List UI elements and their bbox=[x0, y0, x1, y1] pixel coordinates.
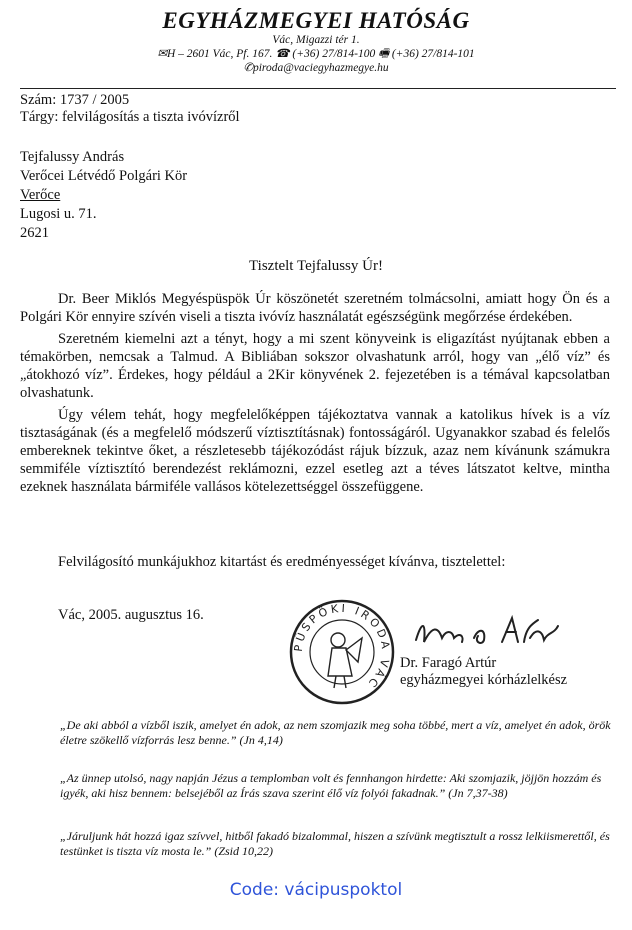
letterhead-address: Vác, Migazzi tér 1. bbox=[272, 34, 360, 46]
recipient-name: Tejfalussy András bbox=[20, 149, 125, 165]
reference-number: Szám: 1737 / 2005 bbox=[20, 92, 130, 108]
bible-quote: „De aki abból a vízből iszik, amelyet én adok, az nem szomjazik meg soha többé, mert a víz, amelyet én adok, örök életre szökellő vízforrás lesz benne.” (Jn 4,14) bbox=[60, 718, 611, 747]
letter-body bbox=[20, 290, 610, 500]
signer-name: Dr. Faragó Artúr bbox=[400, 655, 497, 671]
bible-quote: „Az ünnep utolsó, nagy napján Jézus a templomban volt és fennhangon hirdette: Aki szomjazik, jöjjön hozzám és igyék, aki hisz bennem: belsejéből az Írás szava szerint élő víz folyói fakadnak.” (Jn 7,37-38) bbox=[60, 771, 602, 800]
recipient-zip: 2621 bbox=[20, 225, 49, 241]
subject-line: Tárgy: felvilágosítás a tiszta ivóvízről bbox=[20, 109, 240, 125]
recipient-city: Verőce bbox=[20, 187, 61, 203]
recipient-address bbox=[20, 148, 187, 243]
body-paragraph: Dr. Beer Miklós Megyéspüspök Úr köszönetét szeretném tolmácsolni, amiatt hogy Ön és a Polgári Kör ennyire szívén viseli a tiszta ivóvíz használatát egészségünk megőrzése érdekében. bbox=[20, 291, 610, 325]
signer-title: egyházmegyei kórházlelkész bbox=[400, 672, 568, 688]
bible-quote: „Járuljunk hát hozzá igaz szívvel, hitből fakadó bizalommal, hiszen a szívünk megtisztult a rossz lelkiismerettől, és testünket is tiszta víz mosta le.” (Zsid 10,22) bbox=[60, 829, 610, 858]
seal-text: PÜSPÖKI IRODA VÁC bbox=[291, 601, 393, 692]
footer-code: Code: vácipuspoktol bbox=[229, 880, 403, 900]
body-paragraph: Szeretném kiemelni azt a tényt, hogy a mi szent könyveink is eligazítást nyújtanak ebben a témakörben, nemcsak a Talmud. A Bibliában sokszor olvashatunk arról, hogy van „élő víz” és „átokhozó víz”. Érdekes, hogy például a 2Kir könyvének 2. fejezetében is a témával kapcsolatban olvashatunk. bbox=[20, 331, 610, 401]
handwritten-signature bbox=[412, 612, 562, 652]
letterhead-contact: ✉H – 2601 Vác, Pf. 167. ☎ (+36) 27/814-100 🖷 (+36) 27/814-101 bbox=[157, 48, 475, 60]
reference-block bbox=[20, 92, 240, 126]
salutation: Tisztelt Tejfalussy Úr! bbox=[249, 258, 383, 274]
closing-line: Felvilágosító munkájukhoz kitartást és eredményességet kívánva, tisztelettel: bbox=[58, 554, 506, 570]
place-date: Vác, 2005. augusztus 16. bbox=[58, 607, 204, 623]
body-paragraph: Úgy vélem tehát, hogy megfelelőképpen tájékoztatva vannak a katolikus hívek is a víz tisztaságának (és a megfelelő módszerű víztisztításnak) fontosságáról. Ugyanakkor szabad és felelős embereknek tekintve őket, a részletesebb tájékozódást rájuk bízzuk, azaz nem kívánunk számukra semmiféle víztisztító berendezést reklámozni, ezzel esetleg azt a téves látszatot keltve, mintha ezeknek használata bármiféle vallásos kötelezettséggel összefüggene. bbox=[20, 407, 610, 495]
letterhead-email: ✆piroda@vaciegyhazmegye.hu bbox=[243, 62, 389, 74]
recipient-organization: Verőcei Létvédő Polgári Kör bbox=[20, 168, 188, 184]
letterhead-divider bbox=[20, 88, 616, 89]
official-seal bbox=[288, 598, 396, 706]
letterhead bbox=[0, 8, 632, 75]
recipient-street: Lugosi u. 71. bbox=[20, 206, 97, 222]
organization-title: EGYHÁZMEGYEI HATÓSÁG bbox=[162, 8, 470, 33]
signer-block bbox=[388, 655, 567, 689]
